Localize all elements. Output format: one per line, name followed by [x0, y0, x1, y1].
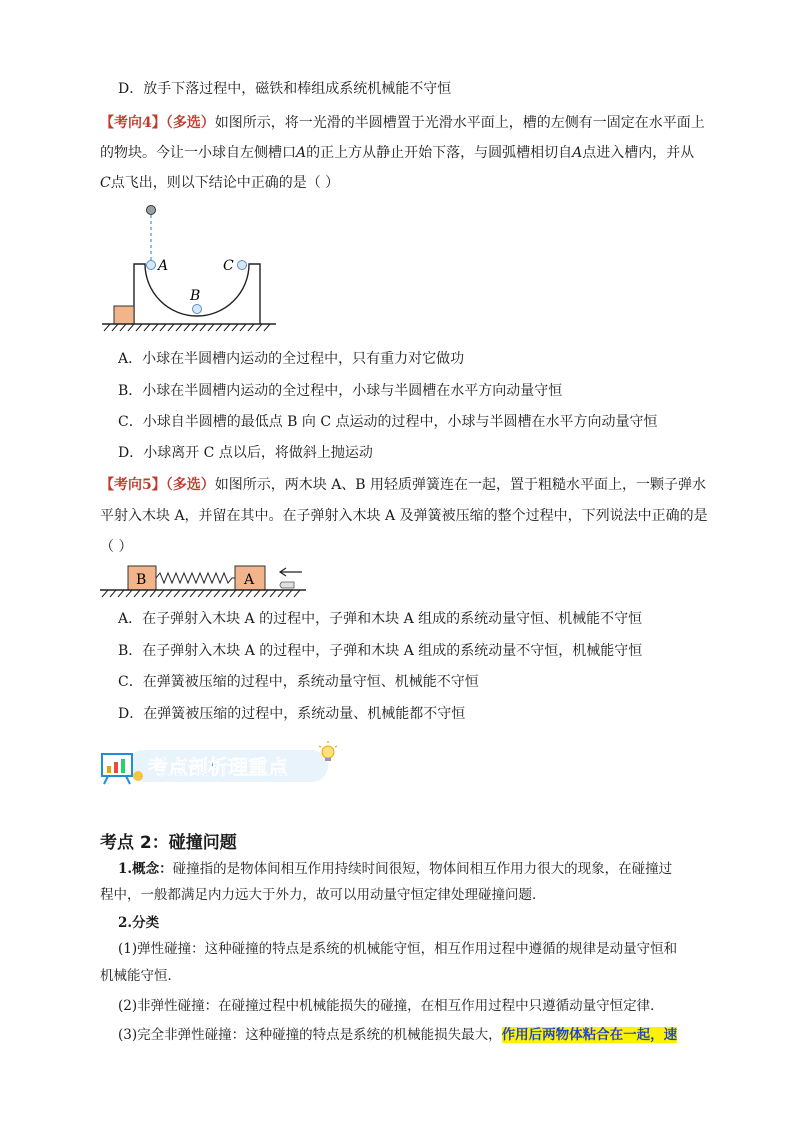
label-c: C	[223, 258, 234, 274]
q3-option-d: D．放手下落过程中，磁铁和棒组成系统机械能不守恒	[118, 81, 452, 97]
label-b: B	[190, 288, 201, 304]
q4-stem-2-A2: A	[572, 145, 583, 161]
elastic-line-1: (1)弹性碰撞：这种碰撞的特点是系统的机械能守恒，相互作用过程中遵循的规律是动量守恒和	[118, 941, 678, 957]
ball-at-a-icon	[147, 261, 156, 270]
q5-stem-line-3: （ ）	[100, 539, 133, 555]
q5-stem-line-2: 平射入木块 A，并留在其中。在子弹射入木块 A 及弹簧被压缩的整个过程中，下列说法中正确的是	[100, 508, 708, 524]
label-a: A	[158, 258, 169, 274]
q5-option-a: A．在子弹射入木块 A 的过程中，子弹和木块 A 组成的系统动量守恒、机械能不守恒	[118, 611, 643, 627]
elastic-line-2: 机械能守恒．	[100, 968, 181, 984]
concept-label: 1.概念：	[118, 861, 173, 877]
section-title: 考点 2：碰撞问题	[100, 833, 237, 853]
person-head-icon	[133, 771, 143, 781]
concept-line-2: 程中，一般都满足内力远大于外力，故可以用动量守恒定律处理碰撞问题．	[100, 887, 546, 903]
q4-stem-text-1: 如图所示，将一光滑的半圆槽置于光滑水平面上，槽的左侧有一固定在水平面上	[214, 115, 705, 131]
q5-option-c: C．在弹簧被压缩的过程中，系统动量守恒、机械能不守恒	[118, 674, 479, 690]
highlighted-text: 作用后两物体粘合在一起，速	[501, 1027, 678, 1043]
q4-option-c: C．小球自半圆槽的最低点 B 向 C 点运动的过程中，小球与半圆槽在水平方向动量守恒	[118, 414, 658, 430]
ball-at-c-icon	[238, 261, 247, 270]
concept-line-1	[118, 858, 718, 880]
lightbulb-icon	[322, 746, 334, 758]
concept-text-1: 碰撞指的是物体间相互作用持续时间很短，物体间相互作用力很大的现象，在碰撞过	[172, 861, 673, 877]
fixed-block	[114, 306, 134, 324]
inelastic-line: (2)非弹性碰撞：在碰撞过程中机械能损失的碰撞，在相互作用过程中只遵循动量守恒定律．	[118, 998, 664, 1014]
q4-stem-line-2	[100, 142, 700, 164]
falling-ball-icon	[147, 206, 156, 215]
q4-stem-2b: 的正上方从静止开始下落，与圆弧槽相切自	[306, 145, 573, 161]
q5-stem-text-1: 如图所示，两木块 A、B 用轻质弹簧连在一起，置于粗糙水平面上，一颗子弹水	[214, 477, 707, 493]
q4-option-b: B．小球在半圆槽内运动的全过程中，小球与半圆槽在水平方向动量守恒	[118, 383, 563, 399]
q4-stem-2-A: A	[296, 145, 307, 161]
bullet-icon	[280, 582, 294, 588]
q4-option-d: D．小球离开 C 点以后，将做斜上抛运动	[118, 445, 373, 461]
spring	[156, 573, 235, 583]
q4-stem-line-3	[100, 172, 700, 194]
q5-spring-figure	[98, 560, 310, 602]
q4-tag: 【考向4】（多选）	[100, 115, 215, 131]
q4-stem-3: 点飞出，则以下结论中正确的是（ ）	[110, 175, 340, 191]
q4-trough-figure	[98, 200, 288, 338]
block-a-label: A	[244, 572, 255, 588]
ground-hatch	[104, 324, 270, 331]
q4-stem-3-C: C	[100, 175, 111, 191]
q4-option-a: A．小球在半圆槽内运动的全过程中，只有重力对它做功	[118, 351, 465, 367]
q5-tag: 【考向5】（多选）	[100, 477, 215, 493]
q5-option-d: D．在弹簧被压缩的过程中，系统动量、机械能都不守恒	[118, 706, 466, 722]
q5-stem-line-1	[100, 474, 707, 496]
ground-hatch-2	[102, 590, 300, 597]
classify-heading: 2.分类	[118, 915, 160, 931]
block-b-label: B	[136, 572, 147, 588]
q4-stem-line-1	[100, 112, 705, 134]
q4-stem-2a: 的物块。今让一小球自左侧槽口	[100, 145, 296, 161]
banner-title: 考点剖析理重点	[148, 755, 288, 779]
q5-option-b: B．在子弹射入木块 A 的过程中，子弹和木块 A 组成的系统动量不守恒，机械能守恒	[118, 643, 643, 659]
q4-stem-2c: 点进入槽内，并从	[582, 145, 695, 161]
perfect-text: (3)完全非弹性碰撞：这种碰撞的特点是系统的机械能损失最大，	[118, 1027, 502, 1043]
ball-at-b-icon	[193, 305, 202, 314]
perfect-inelastic-line	[118, 1024, 718, 1046]
section-banner	[98, 740, 343, 790]
